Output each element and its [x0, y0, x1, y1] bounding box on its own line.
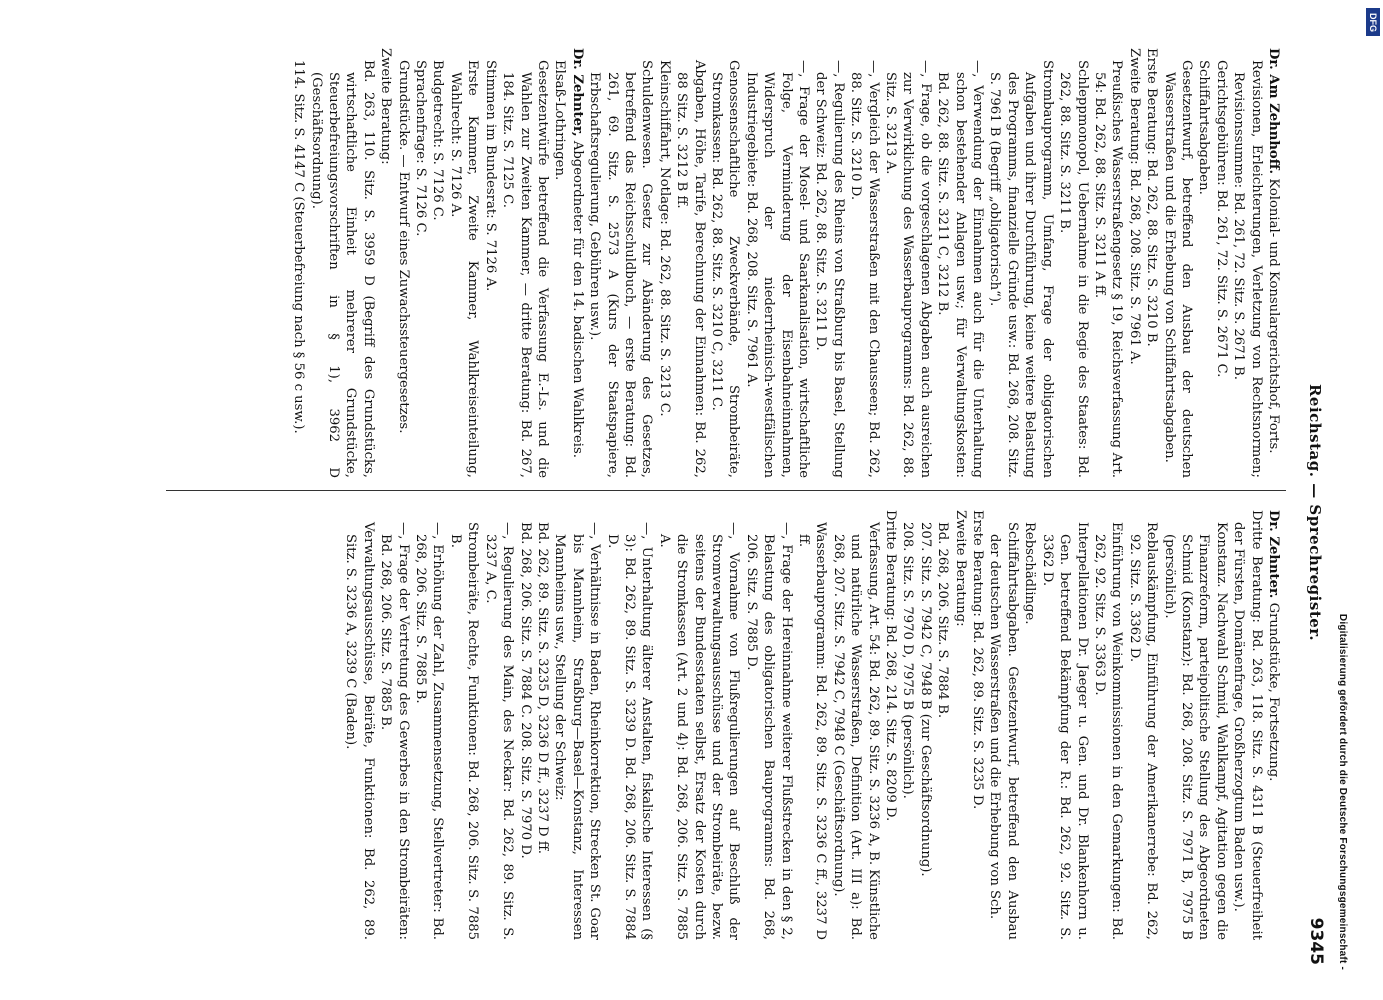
register-entry	[307, 48, 377, 478]
entry-text: Genossenschaftliche Zweckverbände, Strombeiräte, Stromkassen: Bd. 262, 88. Sitz. S. 3210 C, 3211 C.	[709, 60, 742, 478]
register-entry	[1265, 510, 1282, 940]
speaker-name: Dr. Zehnter.	[1266, 510, 1281, 599]
register-entry	[290, 48, 307, 478]
page-title: Reichstag. — Sprechregister.	[1306, 383, 1324, 642]
entry-text: Erste Beratung: Bd. 262, 89. Sitz. S. 3235 D.	[970, 510, 986, 810]
entry-text: Gesetzentwurf, betreffend den Ausbau der deutschen Wasserstraßen und die Erhebung von Schiffahrtsabgaben.	[1161, 60, 1194, 478]
register-entry	[377, 48, 394, 478]
register-entry	[603, 510, 655, 940]
register-entry	[986, 510, 1021, 940]
entry-text: Zweite Beratung:	[378, 48, 394, 165]
credit-text: Digitalisierung gefördert durch die Deutsche Forschungsgemeinschaft -	[1337, 613, 1348, 970]
register-entry	[673, 48, 708, 478]
register-entry	[429, 48, 446, 478]
register-entry	[1212, 48, 1229, 478]
register-entry	[1038, 510, 1090, 940]
speaker-name: Dr. Zehnter,	[569, 48, 585, 137]
entry-text: Grundstücke. — Entwurf eines Zuwachssteuergesetzes.	[395, 60, 411, 434]
entry-text: Stimmen im Bundesrat: S. 7126 A.	[482, 60, 498, 292]
entry-text: Budgetrecht: S. 7126 C.	[430, 60, 446, 221]
entry-text: Reblauskämpfung, Einführung der Amerikanerrebe: Bd. 262, 92. Sitz. S. 3362 D.	[1126, 522, 1160, 940]
entry-text: Gesetzentwürfe betreffend die Verfassung E.-Ls. und die Wahlen zur Zweiten Kammer, — dritte Beratung: Bd. 267, 184. Sitz. S. 7125 C.	[500, 60, 550, 478]
entry-text: —, Regulierung des Main, des Neckar: Bd. 262, 89. Sitz. S. 3237 A, C.	[482, 522, 516, 940]
left-column	[290, 48, 1282, 478]
register-entry	[742, 510, 794, 940]
entry-text: Strombauprogramm, Umfang, Frage der obligatorischen Aufgaben und ihrer Durchführung, keine weitere Belastung des Programms, finanzielle Gründe usw.: Bd. 268, 208. Sitz. S. 7961 B (Begriff „obligatorisch“).	[987, 60, 1055, 478]
register-entry	[655, 48, 672, 478]
register-entry	[847, 48, 882, 478]
entry-text: —, Vergleich der Wasserstraßen mit den Chausseen; Bd. 262, 88. Sitz. S. 3210 D.	[848, 60, 881, 478]
entry-text: Revisionen, Erleichterungen, Verletzung von Rechtsnormen; Revisionssumme: Bd. 261, 72. Sitz. S. 2671 B.	[1231, 60, 1264, 478]
document-page	[98, 40, 1328, 985]
entry-text: Bd. 262, 89. Sitz. S. 3235 D, 3236 D ff., 3237 D ff.	[534, 522, 550, 854]
entry-text: Erste Kammer, Zweite Kammer, Wahlkreiseinteilung, Wahlrecht: S. 7126 A.	[447, 60, 481, 478]
entry-text: —, Frage, ob die vorgeschlagenen Abgaben auch ausreichen zur Verwirklichung des Wasserbauprogramms: Bd. 262, 88. Sitz. S. 3213 A.	[883, 60, 933, 478]
register-entry	[342, 510, 377, 940]
register-entry	[1230, 48, 1265, 478]
entry-text: Wasserbauprogramm: Bd. 262, 89. Sitz. S. 3236 C ff., 3237 D ff.	[796, 522, 829, 940]
entry-text: Dritte Beratung: Bd. 263, 118. Sitz. S. 4311 B (Steuerfreiheit der Fürsten, Domänenfrage, Großherzogtum Baden usw.).	[1231, 510, 1264, 940]
entry-text: Verwaltungsausschüsse, Beiräte, Funktionen: Bd. 262, 89. Sitz. S. 3236 A, 3239 C (Baden).	[343, 522, 376, 940]
register-entry	[1143, 48, 1160, 478]
entry-text: Zweite Beratung:	[952, 510, 968, 627]
register-entry	[795, 510, 830, 940]
entry-text: 208. Sitz. S. 7970 D, 7975 B (persönlich).	[900, 522, 916, 799]
register-entry	[1125, 510, 1160, 940]
register-entry	[447, 510, 482, 940]
page-number: 9345	[1306, 917, 1326, 965]
register-entry	[1125, 48, 1142, 478]
register-entry	[882, 48, 934, 478]
register-entry	[742, 48, 812, 478]
register-entry	[1160, 510, 1230, 940]
register-entry	[551, 510, 603, 940]
entry-text: Elsaß-Lothringen.	[552, 60, 568, 181]
register-entry	[882, 510, 899, 940]
entry-text: Dritte Beratung: Bd. 268, 214. Sitz. S. 8209 D.	[883, 510, 899, 822]
entry-text: Preußisches Wasserstraßengesetz § 19, Reichsverfassung Art. 54: Bd. 262, 88. Sitz. S. 3211 A ff.	[1091, 60, 1125, 478]
right-column	[342, 510, 1282, 940]
entry-text: Kolonial- und Konsulargerichtshof, Forts.	[1266, 178, 1281, 454]
entry-text: —, Frage der Mosel- und Saarkanalisation, wirtschaftliche Folge, Verminderung der Eisenbahneinnahmen, Widerspruch der niederrheinisch-westfälischen Industriegebiete: Bd. 268, 208. Sitz. S. 7961 A.	[743, 60, 812, 478]
entry-text: 114. Sitz. S. 4147 C (Steuerbefreiung nach § 56 c usw.).	[291, 60, 307, 434]
entry-text: Schleppmonopol, Uebernahme in die Regie des Staates: Bd. 262, 88. Sitz. S. 3211 B.	[1057, 60, 1090, 478]
register-entry	[394, 48, 411, 478]
register-entry	[899, 510, 916, 940]
entry-text: Einführung von Weinkommissionen in den Gemarkungen: Bd. 262, 92. Sitz. S. 3363 D.	[1091, 522, 1125, 940]
register-entry	[1265, 48, 1282, 478]
entry-text: Schiffahrtsabgaben.	[1196, 60, 1212, 195]
entry-text: Kleinschiffahrt, Notlage: Bd. 262, 88. Sitz. S. 3213 C.	[656, 60, 672, 417]
entry-text: Bd. 263, 110. Sitz. S. 3959 D (Begriff des Grundstücks, wirtschaftliche Einheit mehrerer Grundstücke, Steuerbefreiungsvorschriften in § 1), 3962 D (Geschäftsordnung).	[308, 60, 376, 478]
register-entry	[481, 48, 498, 478]
entry-text: —, Regulierung des Rheins von Straßburg bis Basel, Stellung der Schweiz: Bd. 262, 88. Sitz. S. 3211 D.	[813, 60, 846, 478]
entry-text: Abgaben, Höhe, Tarife, Berechnung der Einnahmen: Bd. 262, 88 Sitz. S. 3212 B ff.	[674, 60, 707, 478]
entry-text: Strombeiräte, Rechte, Funktionen: Bd. 268, 206. Sitz. S. 7885 B.	[447, 522, 481, 940]
register-entry	[481, 510, 516, 940]
register-entry	[969, 510, 986, 940]
register-entry	[1056, 48, 1091, 478]
register-entry	[447, 48, 482, 478]
register-entry	[934, 48, 986, 478]
register-entry	[499, 48, 551, 478]
register-entry	[951, 510, 968, 940]
register-entry	[1021, 510, 1038, 940]
register-entry	[1091, 48, 1126, 478]
entry-text: —, Verhältnisse in Baden, Rheinkorrektion, Strecken St. Goar bis Mannheim, Straßburg—Basel—Konstanz, Interessen Mannheims usw., Stellung der Schweiz:	[552, 522, 603, 940]
register-entry	[916, 510, 933, 940]
register-entry	[551, 48, 568, 478]
register-entry	[986, 48, 1056, 478]
entry-text: Schuldenwesen. Gesetz zur Abänderung des Gesetzes, betreffend das Reichsschuldbuch, — erste Beratung: Bd. 261, 69. Sitz. S. 2573 A (Kurs der Staatspapiere, Erbschaftsregulierung, Gebühren usw.).	[587, 60, 655, 478]
entry-text: Bd. 268, 206. Sitz. S. 7884 C. 208. Sitz. S. 7970 D.	[517, 522, 533, 859]
page-header	[1296, 60, 1328, 965]
entry-text: —, Frage der Hereinnahme weiterer Flußstrecken in den § 2, Belastung des obligatorischen Bauprogramms: Bd. 268, 206. Sitz. S. 7885 D.	[743, 522, 794, 940]
entry-text: Bd. 268, 206. Sitz. S. 7884 B.	[935, 522, 951, 719]
entry-text: Grundstücke, Fortsetzung.	[1266, 602, 1281, 782]
digitization-credit	[1326, 40, 1348, 970]
entry-text: Zweite Beratung: Bd. 268, 208. Sitz. S. 7961 A.	[1126, 48, 1142, 365]
register-entry	[412, 48, 429, 478]
entry-text: Schiffahrtsabgaben. Gesetzentwurf, betreffend den Ausbau der deutschen Wasserstraßen und die Erhebung von Sch.	[987, 522, 1020, 940]
register-entry	[377, 510, 412, 940]
register-entry	[568, 48, 585, 478]
entry-text: Gerichtsgebühren: Bd. 261, 72. Sitz. S. 2671 C.	[1213, 60, 1229, 378]
register-entry	[934, 510, 951, 940]
register-entry	[1160, 48, 1195, 478]
register-entry	[534, 510, 551, 940]
register-entry	[708, 48, 743, 478]
register-entry	[1195, 48, 1212, 478]
entry-text: —, Frage der Vertretung des Gewerbes in den Strombeiräten: Bd. 268, 206. Sitz. S. 7885 B.	[378, 522, 411, 940]
entry-text: —, Vornahme von Flußregulierungen auf Beschluß der Stromverwaltungsausschüsse und der Strombeiräte, bezw. seitens der Bundesstaaten selbst, Ersatz der Kosten durch die Stromkassen (Art. 2 und 4): Bd. 268, 206. Sitz. S. 7885 A.	[656, 522, 742, 940]
entry-text: Abgeordneter für den 14. badischen Wahlkreis.	[569, 140, 585, 458]
entry-text: Konstanz. Nachwahl Schmid, Wahlkampf, Agitation gegen die Finanzreform, parteipolitische Stellung des Abgeordneten Schmid (Konstanz): Bd. 268, 208. Sitz. S. 7971 B, 7975 B (persönlich).	[1161, 522, 1229, 940]
entry-text: —, Verwendung der Einnahmen auch für die Unterhaltung schon bestehender Anlagen usw.; für Verwaltungskosten: Bd. 262, 88. Sitz. S. 3211 C, 3212 B.	[935, 60, 986, 478]
entry-text: Sprachenfrage: S. 7126 C.	[413, 60, 429, 237]
register-entry	[412, 510, 447, 940]
entry-text: —, Unterhaltung älterer Anstalten, fiskalische Interessen (§ 3): Bd. 262, 89. Sitz. S. 3239 D. Bd. 268, 206. Sitz. S. 7884 D.	[604, 522, 655, 940]
entry-text: Interpellationen Dr. Jaeger u. Gen. und Dr. Blankenhorn u. Gen. betreffend Bekämpfung der R.: Bd. 262, 92. Sitz. S. 3362 D.	[1039, 522, 1090, 940]
entry-text: Erste Beratung: Bd. 262, 88. Sitz. S. 3210 B.	[1144, 48, 1160, 347]
register-entry	[586, 48, 656, 478]
register-entry	[516, 510, 533, 940]
register-entry	[812, 48, 847, 478]
register-entry	[1091, 510, 1126, 940]
entry-text: —, Erhöhung der Zahl, Zusammensetzung, Stellvertreter: Bd. 268, 206. Sitz. S. 7885 B.	[413, 522, 446, 940]
register-entry	[829, 510, 881, 940]
register-entry	[1230, 510, 1265, 940]
dfg-logo: DFG	[1366, 8, 1380, 36]
register-entry	[655, 510, 742, 940]
speaker-name: Dr. Am Zehnhoff.	[1266, 48, 1281, 175]
column-divider	[166, 490, 1286, 491]
entry-text: Rebschädlinge.	[1022, 522, 1038, 625]
entry-text: Verfassung, Art. 54: Bd. 262, 89. Sitz. S. 3236 A, B. Künstliche und natürliche Wasserstraßen, Definition (Art. III a): Bd. 268, 207. Sitz. S. 7942 C, 7948 C (Geschäftsordnung).	[830, 522, 881, 940]
entry-text: 207. Sitz. S. 7942 C, 7948 B (zur Geschäftsordnung).	[917, 522, 933, 877]
